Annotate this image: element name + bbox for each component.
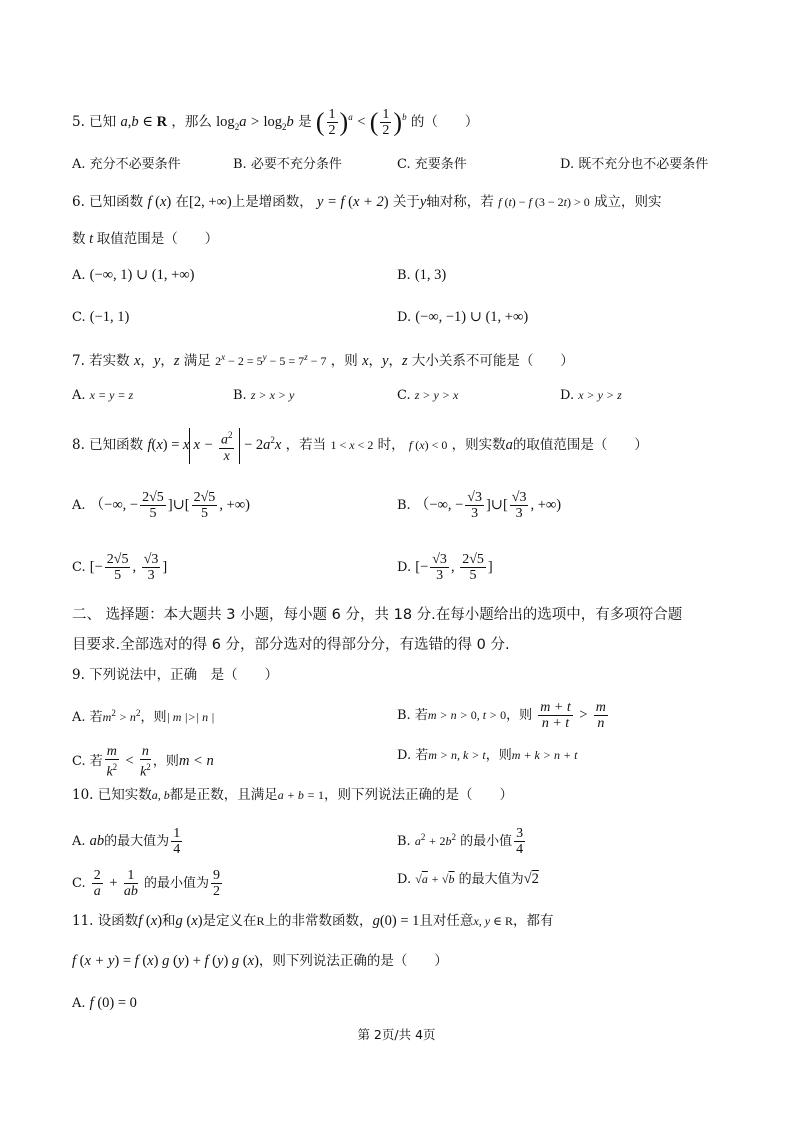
q8-text: ，则实数 — [451, 437, 506, 454]
q6-math: f (t) − f (3 − 2t) > 0 — [498, 195, 590, 209]
question-8-stem: 8. 已知函数 f(x) = x x − $\frac{a^2}{x}$ − $2a^2x$ ，若当 1 < x < 2 时， f (x) < 0 ，则实数a的取值范围是（ ） — [72, 430, 648, 464]
question-11-stem: 11. 设函数f (x)和g (x)是定义在R上的非常数函数，g(0) = 1且对任意x, y ∈ R，都有 — [72, 913, 554, 929]
question-11-stem-line2: f (x + y) = f (x) g (y) + f (y) g (x)，则下列说法正确的是（ ） — [72, 953, 448, 969]
page-footer: 第 2页/共 4页 — [357, 1027, 436, 1042]
q10-option-b: B. $a^2 + 2b^2$ 的最小值 $\frac{3}{4}$ — [397, 826, 524, 858]
q6-option-c: C. (−1, 1) — [72, 309, 130, 325]
q7-math: $2^x - 2 = 5^y - 5 = 7^z - 7$ — [215, 352, 327, 368]
q6-math: f (x) — [147, 194, 172, 210]
q7-option-b: B. z > x > y — [233, 388, 295, 403]
q5-math-domain: a — [120, 113, 128, 130]
q7-text: 7. 若实数 — [72, 353, 130, 369]
q6-text: 成立，则实 — [594, 194, 662, 210]
q5-option-d: D. 既不充分也不必要条件 — [560, 157, 709, 172]
q6-option-a: A. (−∞, 1) ∪ (1, +∞) — [72, 267, 195, 283]
q5-option-a: A. 充分不必要条件 — [72, 157, 181, 172]
q6-text: 取值范围是（ ） — [96, 231, 219, 247]
q8-text: 的取值范围是（ ） — [512, 437, 648, 454]
q7-option-a: A. x = y = z — [72, 388, 134, 403]
q5-option-b: B. 必要不充分条件 — [233, 157, 342, 172]
q6-text: 数 — [72, 231, 86, 247]
q7-text: 大小关系不可能是（ ） — [411, 353, 574, 369]
q10-option-a: A. ab的最大值为 $\frac{1}{4}$ — [72, 826, 181, 857]
q10-option-d: D. √a + √b 的最大值为√2 — [397, 871, 539, 887]
q8-option-d: D. [− $\frac{√3}{3}$ , $\frac{2√5}{5}$ ] — [397, 552, 493, 583]
q6-option-d: D. (−∞, −1) ∪ (1, +∞) — [397, 309, 529, 325]
q9-option-a: A. 若$m^2 > n^2$，则| m |>| n | — [72, 708, 215, 725]
question-5-stem: 5. 已知 a,b ∈ R ，那么 $\log_2a > \log_2b$ 是 ( $\frac{1}{2}$ )$^a$ < ( $\frac{1}{2}$ )$^b$ 的（ ） — [72, 107, 479, 138]
q8-option-c: C. [− $\frac{2√5}{5}$ , $\frac{√3}{3}$ ] — [72, 552, 168, 583]
q6-option-b: B. (1, 3) — [397, 267, 447, 283]
q9-option-b: B. 若m > n > 0, t > 0，则 $\frac{m + t}{n + t}$ > $\frac{m}{n}$ — [397, 700, 606, 731]
q6-text: 关于 — [392, 194, 420, 210]
q6-text: 在 — [175, 194, 190, 210]
q5-text: ，那么 — [171, 113, 212, 130]
section-2-instructions: 二、 选择题：本大题共 3 小题，每小题 6 分，共 18 分.在每小题给出的选项中，有多项符合题 — [72, 607, 683, 623]
q6-math: y = f (x + 2) — [317, 194, 389, 210]
q5-text: 是 — [298, 113, 312, 130]
q5-text: 的（ ） — [410, 113, 479, 130]
q7-text: 满足 — [183, 353, 211, 369]
q5-math-power: ( $\frac{1}{2}$ )$^a$ < ( $\frac{1}{2}$ )$^b$ — [315, 107, 407, 138]
question-6-stem: 6. 已知函数 f (x) 在[2, +∞)上是增函数， y = f (x + 2) 关于y轴对称，若 f (t) − f (3 − 2t) > 0 成立，则实 — [72, 194, 662, 210]
q8-option-b: B. （−∞, − $\frac{√3}{3}$ ]∪[ $\frac{√3}{3}$ , +∞) — [397, 490, 562, 521]
q5-text: 5. 已知 — [72, 113, 117, 130]
q6-text: 上是增函数， — [231, 194, 313, 210]
q6-math: [2, +∞) — [189, 194, 232, 210]
q8-text: 8. 已知函数 — [72, 437, 144, 454]
q8-option-a: A. （−∞, − $\frac{2√5}{5}$ ]∪[ $\frac{2√5}{5}$ , +∞) — [72, 490, 250, 521]
q8-text: ，若当 — [285, 437, 327, 454]
q8-text: 时， — [377, 437, 405, 454]
q5-math-log: $\log_2a > \log_2b$ — [216, 113, 294, 132]
q7-option-d: D. x > y > z — [560, 388, 622, 403]
q6-text: 轴对称，若 — [426, 194, 494, 210]
q8-math-function: f(x) = x x − $\frac{a^2}{x}$ − $2a^2x$ — [147, 430, 282, 464]
question-7-stem: 7. 若实数 x，y，z 满足 $2^x - 2 = 5^y - 5 = 7^z - 7$ ，则 x，y，z 大小关系不可能是（ ） — [72, 352, 574, 369]
q10-option-c: C. $\frac{2}{a}$ + $\frac{1}{ab}$ 的最小值为 $\frac{9}{2}$ — [72, 868, 220, 899]
section-2-instructions-line2: 目要求.全部选对的得 6 分，部分选对的得部分分，有选错的得 0 分. — [72, 637, 510, 653]
q6-text: 6. 已知函数 — [72, 194, 144, 210]
question-9-stem: 9. 下列说法中，正确 是（ ） — [72, 667, 279, 683]
q7-text: ，则 — [330, 353, 358, 369]
q5-option-c: C. 充要条件 — [397, 157, 467, 172]
q11-option-a: A. f (0) = 0 — [72, 995, 137, 1011]
q9-option-d: D. 若m > n, k > t，则m + k > n + t — [397, 748, 578, 763]
question-6-stem-line2: 数 t 取值范围是（ ） — [72, 231, 219, 247]
question-10-stem: 10. 已知实数a, b都是正数，且满足a + b = 1，则下列说法正确的是（ ） — [72, 787, 513, 803]
q7-option-c: C. z > y > x — [397, 388, 459, 403]
q9-option-c: C. 若 $\frac{m}{k^2}$ < $\frac{n}{k^2}$ ，则m < n — [72, 744, 214, 780]
